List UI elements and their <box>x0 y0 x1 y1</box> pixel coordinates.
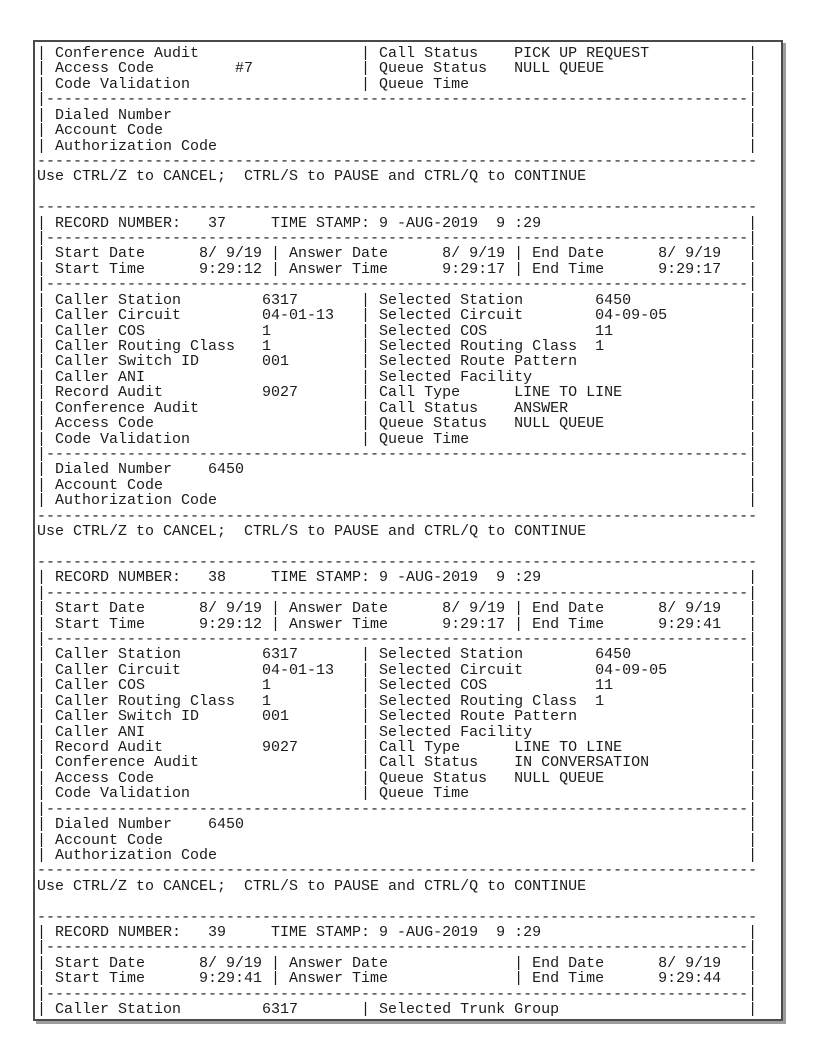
blank-line <box>37 540 761 555</box>
record-field-line: | Dialed Number 6450 | <box>37 816 758 834</box>
record-field-line: | Account Code | <box>37 122 758 140</box>
record-field-line: | Caller Station 6317 | Selected Station 6450 | <box>37 291 758 309</box>
record-field-line: | Caller Switch ID 001 | Selected Route Pattern | <box>37 708 758 726</box>
record-field-line: | Account Code | <box>37 831 758 849</box>
record-inner-separator-line: |------------------------------------------------------------------------------| <box>37 985 758 1003</box>
record-inner-separator-line: |------------------------------------------------------------------------------| <box>37 91 758 109</box>
record-field-line: | Access Code | Queue Status NULL QUEUE | <box>37 769 758 787</box>
record-inner-separator-line: |------------------------------------------------------------------------------| <box>37 800 758 818</box>
record-inner-separator-line: |------------------------------------------------------------------------------| <box>37 584 758 602</box>
record-field-line: | Start Date 8/ 9/19 | Answer Date 8/ 9/19 | End Date 8/ 9/19 | <box>37 600 758 618</box>
record-header-line: | RECORD NUMBER: 37 TIME STAMP: 9 -AUG-2019 9 :29 | <box>37 214 758 232</box>
terminal-printout <box>37 46 761 1018</box>
record-field-line: | Caller Station 6317 | Selected Station 6450 | <box>37 646 758 664</box>
blank-line <box>37 894 761 909</box>
record-field-line: | Caller Circuit 04-01-13 | Selected Circuit 04-09-05 | <box>37 661 758 679</box>
control-keys-hint-line: Use CTRL/Z to CANCEL; CTRL/S to PAUSE and CTRL/Q to CONTINUE <box>37 877 587 895</box>
record-field-line: | Conference Audit | Call Status ANSWER | <box>37 399 758 417</box>
record-field-line: | Record Audit 9027 | Call Type LINE TO LINE | <box>37 738 758 756</box>
record-outer-separator-line: -------------------------------------------------------------------------------- <box>37 152 758 170</box>
record-header-line: | RECORD NUMBER: 38 TIME STAMP: 9 -AUG-2019 9 :29 | <box>37 569 758 587</box>
record-field-line: | Conference Audit | Call Status PICK UP REQUEST | <box>37 45 758 62</box>
record-field-line: | Caller ANI | Selected Facility | <box>37 723 758 741</box>
control-keys-hint-line: Use CTRL/Z to CANCEL; CTRL/S to PAUSE and CTRL/Q to CONTINUE <box>37 523 587 541</box>
record-field-line: | Caller COS 1 | Selected COS 11 | <box>37 677 758 695</box>
record-inner-separator-line: |------------------------------------------------------------------------------| <box>37 276 758 294</box>
record-field-line: | Caller Station 6317 | Selected Trunk Group | <box>37 1001 758 1019</box>
record-field-line: | Dialed Number | <box>37 106 758 124</box>
record-outer-separator-line: -------------------------------------------------------------------------------- <box>37 553 758 571</box>
record-field-line: | Start Date 8/ 9/19 | Answer Date 8/ 9/19 | End Date 8/ 9/19 | <box>37 245 758 263</box>
record-outer-separator-line: -------------------------------------------------------------------------------- <box>37 862 758 880</box>
record-field-line: | Caller Switch ID 001 | Selected Route Pattern | <box>37 353 758 371</box>
record-field-line: | Start Date 8/ 9/19 | Answer Date | End Date 8/ 9/19 | <box>37 954 758 972</box>
record-field-line: | Conference Audit | Call Status IN CONVERSATION | <box>37 754 758 772</box>
blank-line <box>37 185 761 200</box>
record-inner-separator-line: |------------------------------------------------------------------------------| <box>37 445 758 463</box>
record-field-line: | Authorization Code | <box>37 137 758 155</box>
record-field-line: | Access Code #7 | Queue Status NULL QUEUE | <box>37 60 758 78</box>
record-field-line: | Start Time 9:29:12 | Answer Time 9:29:17 | End Time 9:29:17 | <box>37 260 758 278</box>
record-field-line: | Start Time 9:29:41 | Answer Time | End Time 9:29:44 | <box>37 970 758 988</box>
record-field-line: | Code Validation | Queue Time | <box>37 75 758 93</box>
record-outer-separator-line: -------------------------------------------------------------------------------- <box>37 199 758 217</box>
record-inner-separator-line: |------------------------------------------------------------------------------| <box>37 230 758 248</box>
record-outer-separator-line: -------------------------------------------------------------------------------- <box>37 507 758 525</box>
record-field-line: | Code Validation | Queue Time | <box>37 785 758 803</box>
record-field-line: | Dialed Number 6450 | <box>37 461 758 479</box>
record-field-line: | Account Code | <box>37 476 758 494</box>
record-field-line: | Authorization Code | <box>37 846 758 864</box>
record-field-line: | Caller Routing Class 1 | Selected Routing Class 1 | <box>37 338 758 356</box>
record-field-line: | Caller COS 1 | Selected COS 11 | <box>37 322 758 340</box>
record-header-line: | RECORD NUMBER: 39 TIME STAMP: 9 -AUG-2019 9 :29 | <box>37 924 758 942</box>
record-field-line: | Code Validation | Queue Time | <box>37 430 758 448</box>
record-field-line: | Access Code | Queue Status NULL QUEUE | <box>37 415 758 433</box>
record-inner-separator-line: |------------------------------------------------------------------------------| <box>37 939 758 957</box>
record-field-line: | Caller ANI | Selected Facility | <box>37 368 758 386</box>
control-keys-hint-line: Use CTRL/Z to CANCEL; CTRL/S to PAUSE and CTRL/Q to CONTINUE <box>37 168 587 186</box>
record-field-line: | Start Time 9:29:12 | Answer Time 9:29:17 | End Time 9:29:41 | <box>37 615 758 633</box>
record-field-line: | Caller Circuit 04-01-13 | Selected Circuit 04-09-05 | <box>37 307 758 325</box>
record-field-line: | Authorization Code | <box>37 492 758 510</box>
record-outer-separator-line: -------------------------------------------------------------------------------- <box>37 908 758 926</box>
record-field-line: | Caller Routing Class 1 | Selected Routing Class 1 | <box>37 692 758 710</box>
record-field-line: | Record Audit 9027 | Call Type LINE TO LINE | <box>37 384 758 402</box>
record-inner-separator-line: |------------------------------------------------------------------------------| <box>37 631 758 649</box>
